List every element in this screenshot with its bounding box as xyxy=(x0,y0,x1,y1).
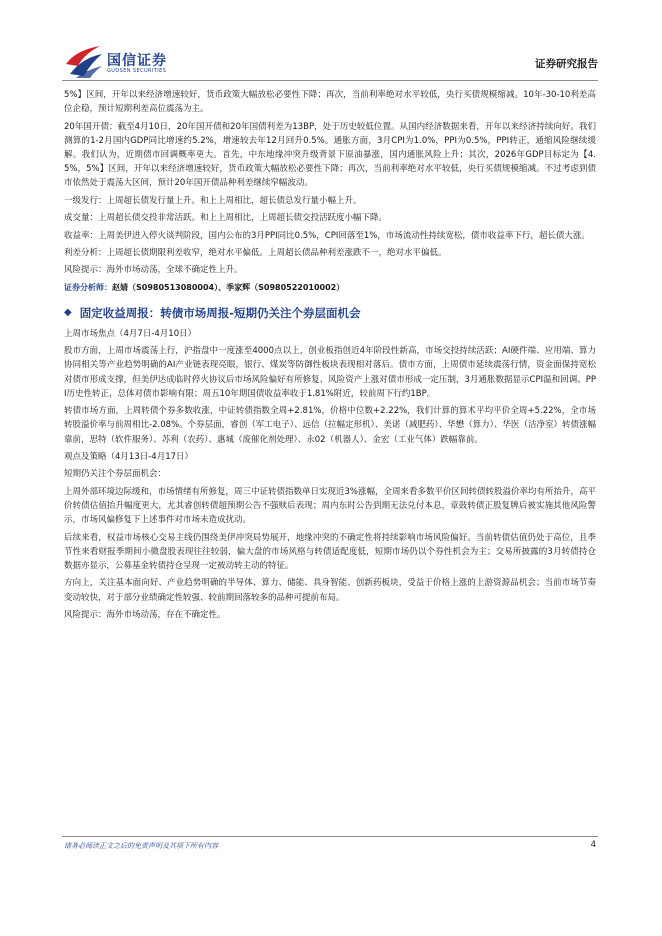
paragraph: 上周外部环境边际缓和，市场情绪有所修复，周三中证转债指数单日实现近3%涨幅，全周来看多数平价区间转债转股溢价率均有所抬升，高平价转债估值抬升幅度更大，尤其睿创转债超预期公告不强赎后表现；周内东时公告到期无法兑付本息，章鼓转债正股复牌后被实施其他风险警示，市场风偏修复下上述事件对市场未造成扰动。 xyxy=(64,486,596,526)
footer-divider xyxy=(62,836,598,837)
report-type-label: 证券研究报告 xyxy=(535,58,598,70)
paragraph: 转债市场方面，上周转债个券多数收涨，中证转债指数全周+2.81%，价格中位数+2.22%，我们计算的算术平均平价全周+5.22%，全市场转股溢价率与前周相比-2.08%。个券层面，睿创（军工电子）、远信（拉幅定形机）、美诺（减肥药）、华懋（算力）、华医（洁净室）转债涨幅靠前，思特（软件服务）、苏利（农药）、惠城（废催化剂处理）、永02（机器人）、金宏（工业气体）跌幅靠前。 xyxy=(64,406,596,445)
analyst-names: 赵婧（S0980513080004）、季家辉（S0980522010002） xyxy=(112,282,345,292)
section-title: 固定收益周报：转债市场周报-短期仍关注个券层面机会 xyxy=(79,305,361,320)
page-header xyxy=(0,0,662,82)
paragraph: 风险提示：海外市场动荡，存在不确定性。 xyxy=(64,609,226,620)
paragraph: 收益率：上周美伊进入停火谈判阶段，国内公布的3月PPI同比0.5%，CPI回落至1%，市场流动性持续宽松，债市收益率下行，超长债大涨。 xyxy=(64,230,590,241)
header-divider xyxy=(62,80,598,81)
analyst-line xyxy=(64,281,596,295)
convertible-bond-section xyxy=(64,327,596,622)
subheading: 上周市场焦点（4月7日-4月10日） xyxy=(64,328,197,339)
paragraph: 后续来看，权益市场核心交易主线仍围绕美伊冲突局势展开，地缘冲突的不确定性将持续影响市场风险偏好。当前转债估值仍处于高位，且季节性来看财报季期间小微盘股表现往往较弱，偏大盘的市场风格与转债适配度低，短期市场仍以个券性机会为主；交易所披露的3月转债持仓数据亦显示，公募基金转债持仓呈现一定被动转主动的特征。 xyxy=(64,532,596,571)
bond-weekly-section xyxy=(64,88,596,295)
subheading: 观点及策略（4月13日-4月17日） xyxy=(64,451,194,462)
logo-chinese-name: 国信证券 xyxy=(107,53,167,69)
page-number: 4 xyxy=(590,840,596,850)
main-content xyxy=(64,88,596,625)
paragraph: 20年国开债：截至4月10日，20年国开债和20年国债利差为13BP，处于历史较低位置。从国内经济数据来看，开年以来经济持续向好。我们测算的1-2月国内GDP同比增速约5.2%，增速较去年12月回升0.5%。通胀方面，3月CPI为1.0%，PPI为0.5%，PPI转正，通缩风险继续缓解。我们认为，近期债市回调概率更大。首先，中东地缘冲突升级背景下原油暴涨，国内通胀风险上升；其次，2026年GDP目标定为【4.5%，5%】区间，开年以来经济增速较好，货币政策大幅放松必要性下降；再次，当前利率绝对水平较低，央行买债规模缩减。不过考虑到债市依然处于震荡大区间，预计20年国开债品种利差继续窄幅波动。 xyxy=(64,121,596,189)
diamond-bullet-icon: ◆ xyxy=(64,306,72,318)
paragraph: 一级发行：上周超长债发行量上升。和上上周相比，超长债总发行量小幅上升。 xyxy=(64,195,362,206)
subheading: 短期仍关注个券层面机会： xyxy=(64,469,167,480)
paragraph: 利差分析：上周超长债期限利差收窄，绝对水平偏低。上周超长债品种利差涨跌不一，绝对水平偏低。 xyxy=(64,247,447,258)
analyst-label: 证券分析师： xyxy=(64,282,112,292)
logo-english-name: GUOSEN SECURITIES xyxy=(107,68,167,74)
paragraph: 5%】区间，开年以来经济增速较好，货币政策大幅放松必要性下降；再次，当前利率绝对水平较低，央行买债规模缩减。10年-30-10利差高位企稳，预计短期利差高位震荡为主。 xyxy=(64,90,596,115)
paragraph: 方向上，关注基本面向好、产业趋势明确的半导体、算力、储能、具身智能、创新药板块，受益于价格上涨的上游资源品机会；当前市场节奏变动较快，对于部分业绩确定性较强、较前期回落较多的品种可提前布局。 xyxy=(64,578,596,603)
paragraph: 股市方面，上周市场震荡上行，沪指盘中一度涨至4000点以上，创业板指创近4年阶段性新高，市场交投持续活跃；AI硬件端、应用端、算力协同相关等产业趋势明确的AI产业链表现亮眼，银行、煤炭等防御性板块表现相对落后。债市方面，上周债市延续震荡行情，资金面保持宽松对债市形成支撑，但美伊达成临时停火协议后市场风险偏好有所修复、风险资产上涨对债市形成一定压制，3月通胀数据显示CPI温和回调、PPI历史性转正，总体对债市影响有限；周五10年期国债收益率收于1.81%附近，较前周下行约1BP。 xyxy=(64,346,596,399)
guosen-logo-icon xyxy=(64,44,104,80)
company-logo xyxy=(64,44,214,80)
section-heading xyxy=(64,304,596,322)
paragraph: 成交量：上周超长债交投非常活跃。和上上周相比，上周超长债交投活跃度小幅下降。 xyxy=(64,213,388,224)
paragraph: 风险提示：海外市场动荡，全球不确定性上升。 xyxy=(64,265,243,276)
footer-disclaimer: 请务必阅读正文之后的免责声明及其项下所有内容 xyxy=(64,842,218,850)
